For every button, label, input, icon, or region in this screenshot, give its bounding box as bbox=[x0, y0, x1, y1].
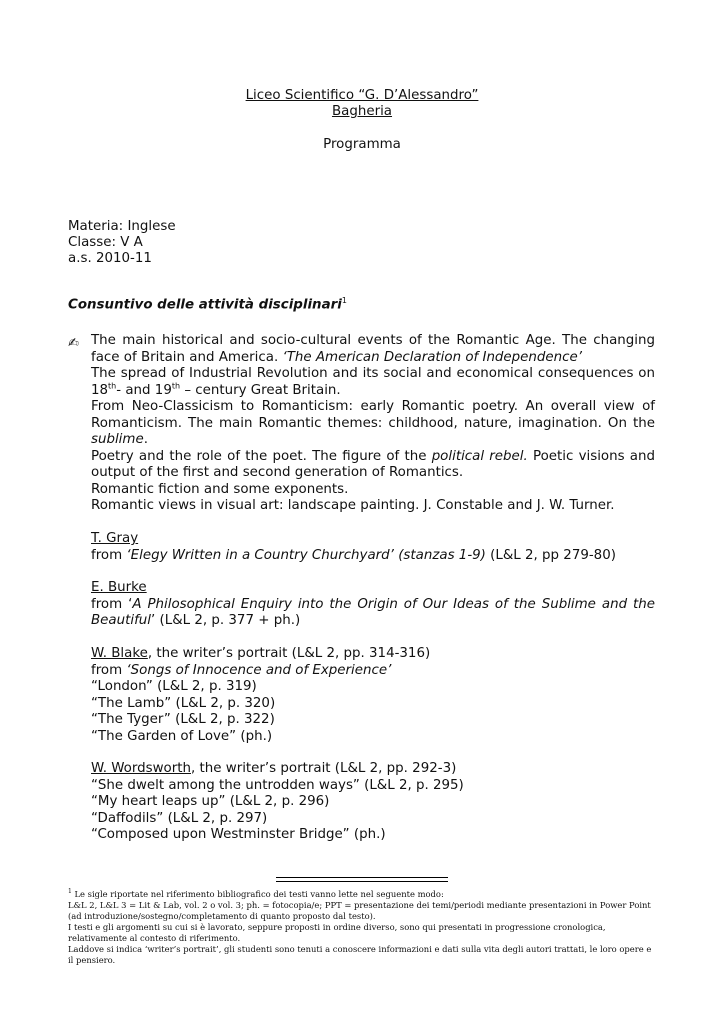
intro-paragraph: Romantic fiction and some exponents. bbox=[91, 481, 349, 497]
footnote-divider bbox=[276, 881, 448, 882]
class: Classe: V A bbox=[68, 235, 143, 250]
poem-item: “My heart leaps up” (L&L 2, p. 296) bbox=[91, 794, 330, 809]
work-title: ‘Songs of Innocence and of Experience’ bbox=[126, 662, 392, 678]
poem-item: “London” (L&L 2, p. 319) bbox=[91, 679, 257, 694]
document-type: Programma bbox=[323, 137, 401, 152]
author-name: W. Wordsworth bbox=[91, 761, 191, 776]
school-year: a.s. 2010-11 bbox=[68, 251, 152, 266]
city-name: Bagheria bbox=[331, 104, 393, 119]
intro-paragraph: The spread of Industrial Revolution and its social and economical consequences on 18th- and 19th – century Great Britain. bbox=[91, 366, 655, 398]
intro-paragraph: Poetry and the role of the poet. The figure of the political rebel. Poetic visions and output of the first and second generation of Romantics. bbox=[91, 448, 655, 480]
footnote-ref: 1 bbox=[341, 296, 347, 305]
author-name: E. Burke bbox=[91, 580, 147, 595]
intro-paragraph: From Neo-Classicism to Romanticism: early Romantic poetry. An overall view of Romanticism. The main Romantic themes: childhood, nature, imagination. On the sublime. bbox=[91, 399, 655, 447]
poem-item: “Composed upon Westminster Bridge” (ph.) bbox=[91, 827, 386, 842]
gray-block: T. Gray from ‘Elegy Written in a Country Churchyard’ (stanzas 1-9) (L&L 2, pp 279-80) bbox=[91, 531, 616, 563]
author-name: W. Blake bbox=[91, 646, 148, 661]
section-title: Consuntivo delle attività disciplinari$^1$ bbox=[68, 296, 347, 313]
pointing-hand-icon: ✍ bbox=[68, 336, 79, 351]
work-title: ‘Elegy Written in a Country Churchyard’ (stanzas 1-9) bbox=[126, 547, 486, 563]
blake-block: W. Blake, the writer’s portrait (L&L 2, pp. 314-316) from ‘Songs of Innocence and of Experience’ “London” (L&L 2, p. 319) “The Lamb” (L&L 2, p. 320) “The Tyger” (L&L 2, p. 322) “The Garden of Love” (ph.) bbox=[91, 646, 655, 745]
wordsworth-block: W. Wordsworth, the writer’s portrait (L&L 2, pp. 292-3) “She dwelt among the untrodden ways” (L&L 2, p. 295) “My heart leaps up” (L&L 2, p. 296) “Daffodils” (L&L 2, p. 297) “Composed upon Westminster Bridge” (ph.) bbox=[91, 761, 655, 844]
footnote: $^1$ Le sigle riportate nel riferimento bibliografico dei testi vanno lette nel seguente modo: L&L 2, L&L 3 = Lit & Lab, vol. 2 o vol. 3; ph. = fotocopia/e; PPT = presentazione dei temi/periodi mediante presentazioni in Power Point (ad introduzione/sostegno/completamento di quanto proposto dal testo). I testi e gli argomenti su cui si è lavorato, seppure proposti in ordine diverso, sono qui presentati in progressione cronologica, relativamente al contesto di riferimento. Laddove si indica ‘writer’s portrait’, gli studenti sono tenuti a conoscere informazioni e dati sulla vita degli autori trattati, le loro opere e il pensiero. bbox=[68, 888, 652, 965]
poem-item: “Daffodils” (L&L 2, p. 297) bbox=[91, 810, 268, 826]
author-name: T. Gray bbox=[91, 531, 139, 546]
intro-paragraph: Romantic views in visual art: landscape painting. J. Constable and J. W. Turner. bbox=[91, 498, 615, 513]
poem-item: “The Lamb” (L&L 2, p. 320) bbox=[91, 695, 276, 711]
intro-paragraph: The main historical and socio-cultural events of the Romantic Age. The changing face of Britain and America. ‘The American Declaration of Independence’ bbox=[91, 333, 655, 365]
footnote-divider bbox=[276, 877, 448, 878]
poem-item: “She dwelt among the untrodden ways” (L&L 2, p. 295) bbox=[91, 777, 464, 793]
burke-block: E. Burke from ‘A Philosophical Enquiry into the Origin of Our Ideas of the Sublime and the Beautiful’ (L&L 2, p. 377 + ph.) bbox=[91, 580, 655, 628]
poem-item: “The Tyger” (L&L 2, p. 322) bbox=[91, 712, 275, 727]
intro-block bbox=[91, 333, 655, 515]
school-name: Liceo Scientifico “G. D’Alessandro” bbox=[245, 88, 479, 103]
poem-item: “The Garden of Love” (ph.) bbox=[91, 728, 273, 744]
subject: Materia: Inglese bbox=[68, 219, 176, 234]
work-title: A Philosophical Enquiry into the Origin of Our Ideas of the Sublime and the Beautiful bbox=[91, 596, 655, 628]
